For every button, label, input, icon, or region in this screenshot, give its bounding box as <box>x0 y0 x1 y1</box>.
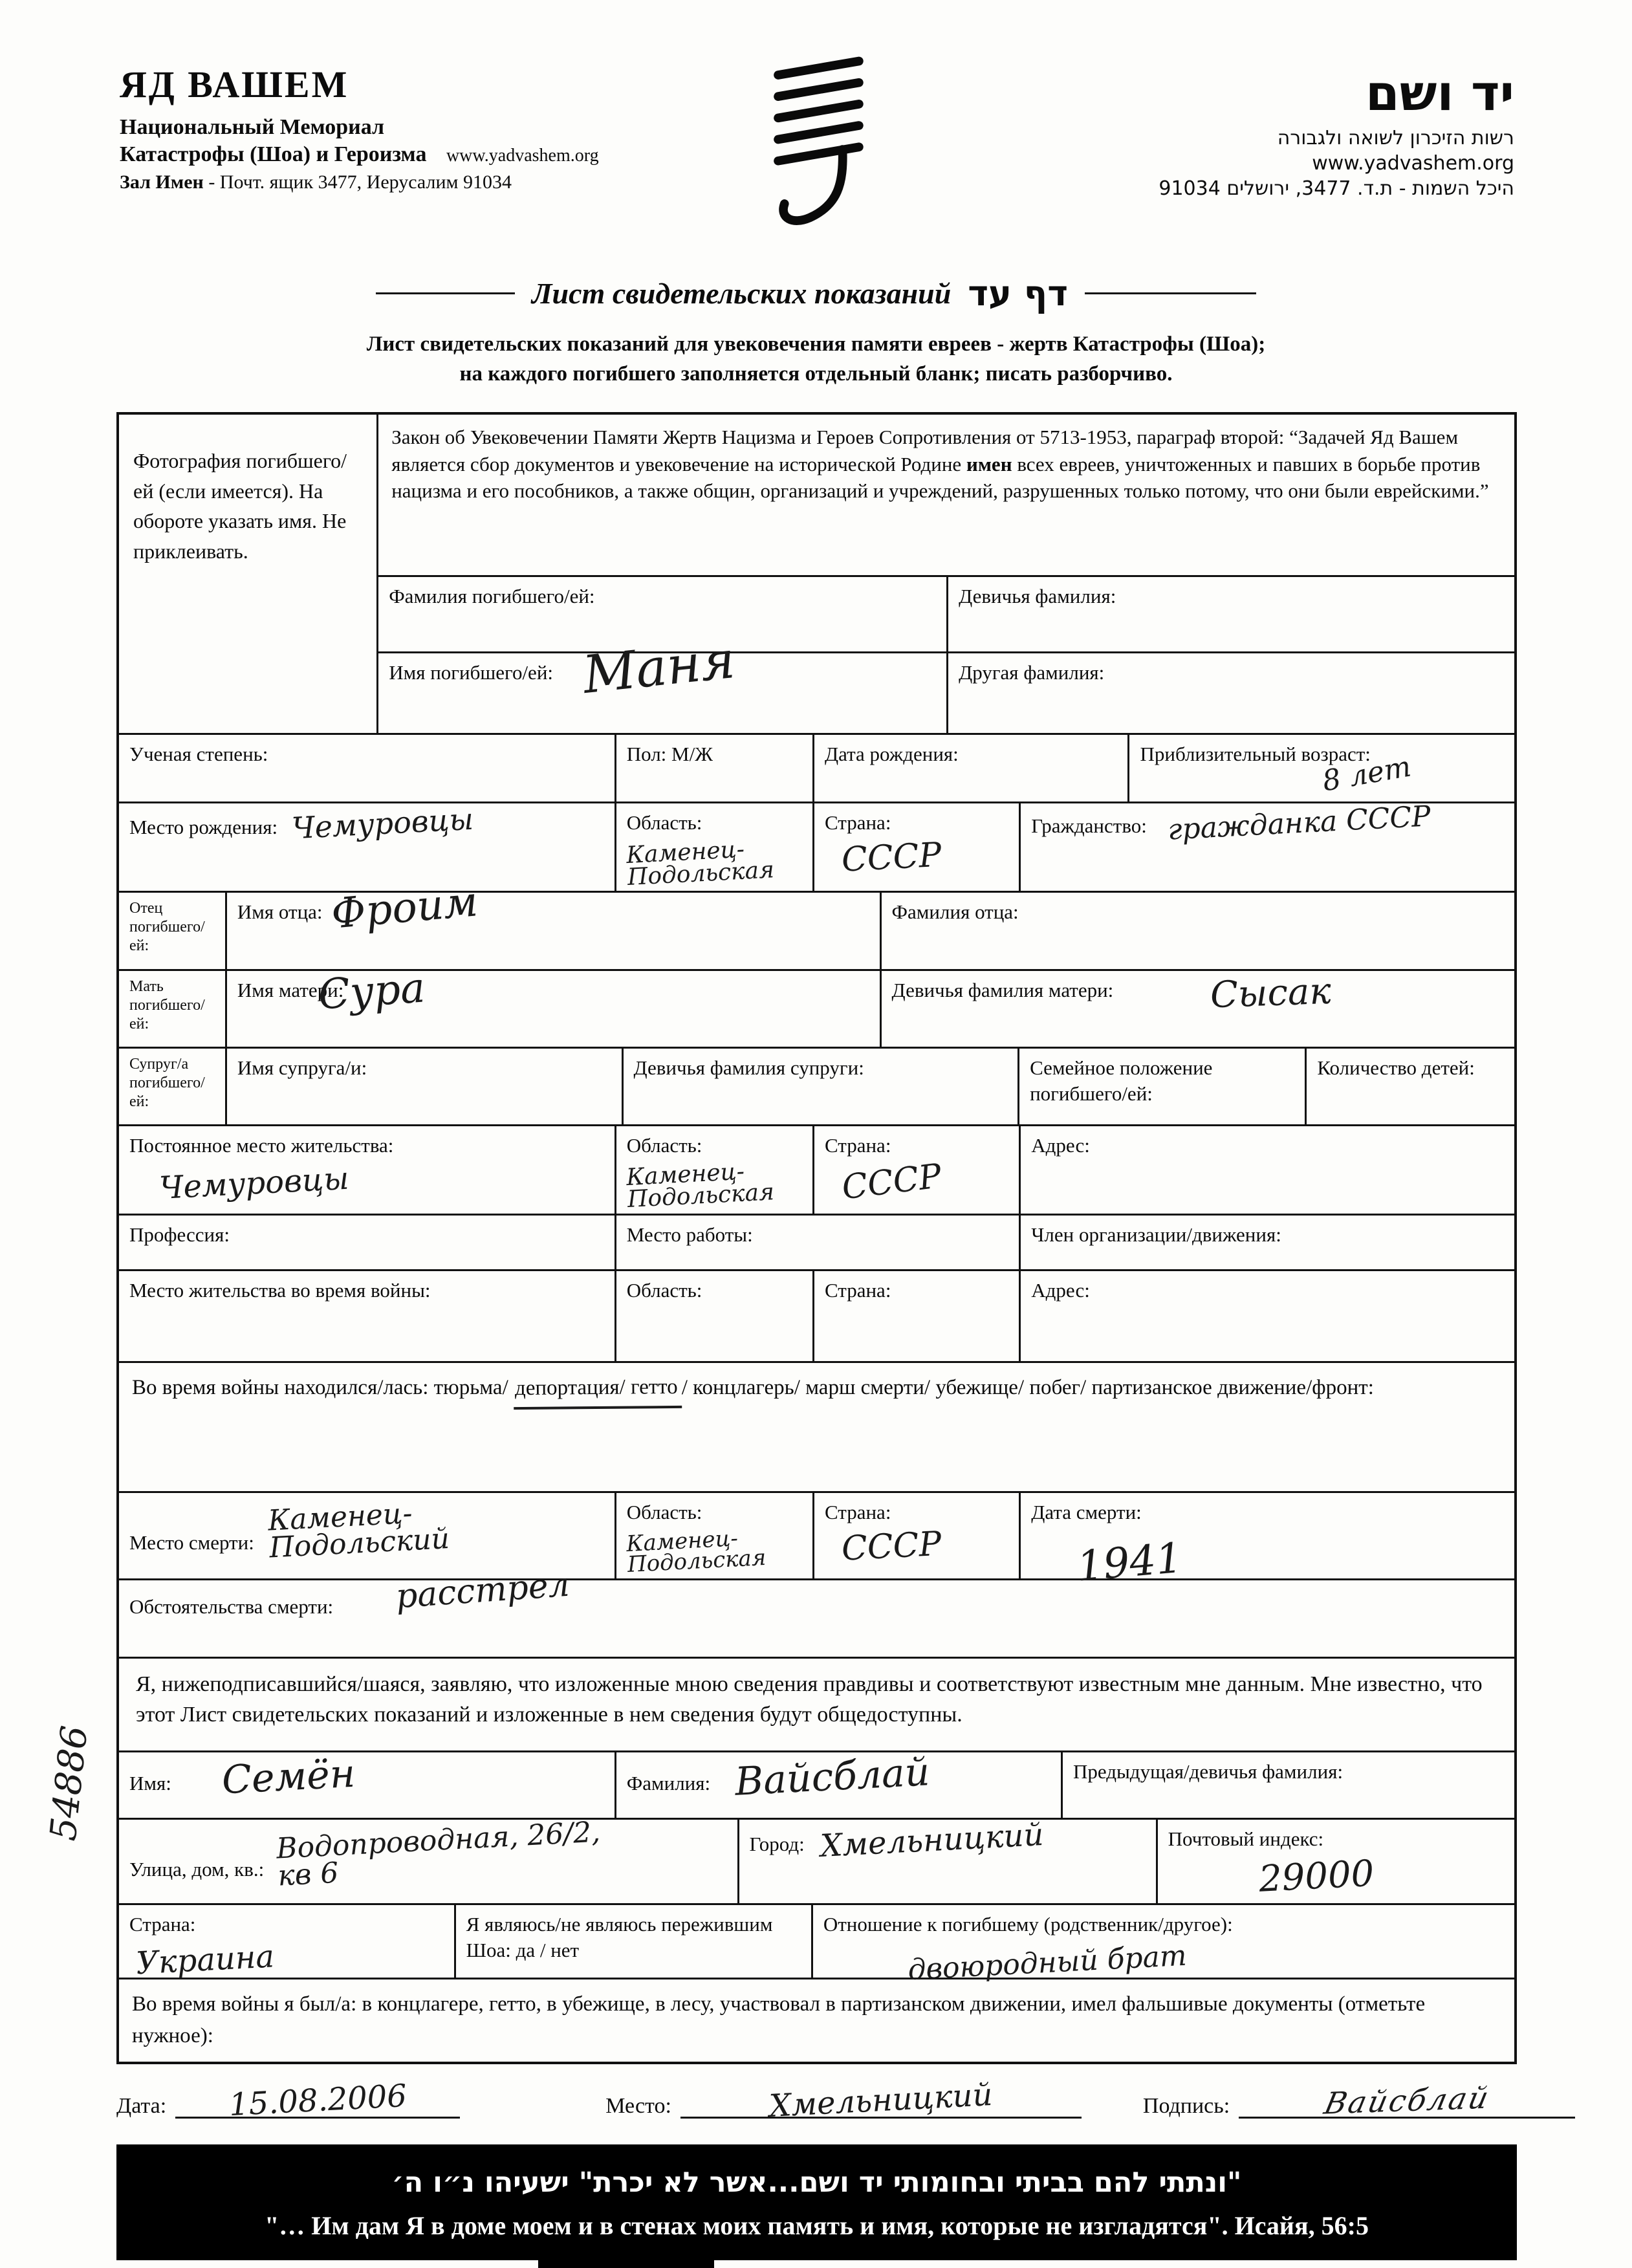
field-survivor-status <box>454 1905 811 1978</box>
field-submitter-surname-label: Фамилия: <box>626 1771 711 1794</box>
field-mother-name <box>225 964 880 1047</box>
field-city-label: Город: <box>749 1832 805 1855</box>
archive-number: 54886 <box>42 1723 96 1843</box>
field-war-residence <box>119 1271 615 1361</box>
field-residence-country <box>812 1126 1019 1214</box>
photo-instructions-text: Фотография погибшего/ей (если имеется). На обороте указать имя. Не приклеивать. <box>133 449 347 563</box>
form-title-russian: Лист свидетельских показаний <box>531 277 952 310</box>
org-subline1: Национальный Мемориал <box>120 114 385 139</box>
row-degree <box>119 733 1514 801</box>
place-value: Хмельницкий <box>768 2076 994 2124</box>
field-submitter-previous-surname-label: Предыдущая/девичья фамилия: <box>1072 1760 1344 1783</box>
row-residence <box>119 1124 1514 1214</box>
field-birthplace <box>119 803 615 891</box>
field-maiden-name-label: Девичья фамилия: <box>959 585 1116 608</box>
field-death-region-label: Область: <box>626 1500 702 1523</box>
signature-label: Подпись: <box>1142 2093 1230 2118</box>
org-block-russian <box>120 61 624 194</box>
signature-row <box>116 2076 1516 2124</box>
field-war-status-marked: депортация/ гетто <box>514 1371 682 1410</box>
field-degree <box>119 735 615 801</box>
org-hall-of-names: Зал Имен <box>120 171 204 193</box>
org-address-russian: - Почт. ящик 3477, Иерусалим 91034 <box>203 171 512 193</box>
field-father-name-label: Имя отца: <box>237 900 323 924</box>
field-death-date-value: 1941 <box>1075 1534 1184 1591</box>
field-mother-maiden-label: Девичья фамилия матери: <box>891 979 1114 1002</box>
row-death-circumstances <box>119 1565 1514 1657</box>
org-address-hebrew: היכל השמות - ת.ד. 3477, ירושלים 91034 <box>1159 177 1514 200</box>
form-subtitle <box>0 329 1632 389</box>
field-war-country-label: Страна: <box>825 1278 891 1302</box>
field-zip-label: Почтовый индекс: <box>1168 1827 1324 1850</box>
field-degree-label: Ученая степень: <box>129 743 268 766</box>
field-father-surname-label: Фамилия отца: <box>891 900 1019 924</box>
field-city <box>737 1816 1156 1903</box>
row-father <box>119 878 1514 969</box>
field-war-experience-label: Во время войны я был/а: в концлагере, гетто, в убежище, в лесу, участвовал в партизанском движении, имел фальшивые документы (отметьте нужное): <box>132 1992 1426 2048</box>
field-citizenship-value: гражданка СССР <box>1166 800 1431 847</box>
field-submitter-surname-value: Вайсблай <box>734 1749 931 1805</box>
photo-instructions-cell <box>119 415 378 733</box>
field-other-surname <box>946 653 1514 733</box>
field-death-circumstances <box>119 1565 1514 1657</box>
row-birthplace <box>119 801 1514 891</box>
field-residence-region <box>615 1126 812 1214</box>
row-war-residence <box>119 1269 1514 1361</box>
field-death-circumstances-value: расстрел <box>394 1565 571 1617</box>
field-father-name <box>225 878 880 969</box>
field-birthplace-value: Чемуровцы <box>290 801 475 846</box>
field-war-region <box>615 1271 812 1361</box>
row-address <box>119 1815 1514 1903</box>
yad-vashem-logo <box>748 49 887 260</box>
field-submitter-country-value: Украина <box>135 1938 276 1982</box>
signature-line <box>1239 2079 1575 2121</box>
title-rule-left <box>376 292 515 294</box>
form-subtitle-line2: на каждого погибшего заполняется отдельный бланк; писать разборчиво. <box>459 362 1173 386</box>
field-mother-maiden <box>880 971 1514 1047</box>
field-children-count <box>1305 1049 1514 1124</box>
field-birth-region <box>615 803 812 891</box>
field-submitter-name-label: Имя: <box>129 1771 171 1794</box>
field-death-circumstances-label: Обстоятельства смерти: <box>129 1595 334 1618</box>
field-mother-side <box>119 971 225 1047</box>
field-birthdate <box>812 735 1127 801</box>
field-war-status <box>119 1363 1514 1491</box>
field-birthplace-label: Место рождения: <box>129 816 278 839</box>
declaration-cell <box>119 1659 1514 1750</box>
org-url-russian: www.yadvashem.org <box>446 146 599 166</box>
row-mother <box>119 964 1514 1047</box>
field-marital-status <box>1017 1049 1305 1124</box>
field-death-country-label: Страна: <box>825 1500 891 1523</box>
field-birth-country-label: Страна: <box>825 811 891 834</box>
top-right-block <box>378 415 1514 733</box>
field-war-address-label: Адрес: <box>1031 1278 1090 1302</box>
field-age-value: 8 лет <box>1320 750 1413 798</box>
form-title-row <box>0 273 1632 314</box>
field-death-country-value: СССР <box>840 1524 942 1569</box>
quote-bar <box>116 2144 1517 2260</box>
field-birthdate-label: Дата рождения: <box>825 743 959 766</box>
field-death-place-value: Каменец-Подольский <box>267 1496 450 1565</box>
field-spouse-maiden-label: Девичья фамилия супруги: <box>633 1056 864 1080</box>
field-zip <box>1156 1820 1514 1903</box>
row-spouse <box>119 1047 1514 1124</box>
field-citizenship-label: Гражданство: <box>1031 814 1147 838</box>
field-birth-country-value: СССР <box>840 835 942 880</box>
field-maiden-name <box>946 577 1514 651</box>
field-mother-name-label: Имя матери: <box>237 979 344 1002</box>
field-organization-label: Член организации/движения: <box>1031 1223 1281 1246</box>
field-war-country <box>812 1271 1019 1361</box>
row-profession <box>119 1214 1514 1269</box>
field-mother-side-label: Мать погибшего/ей: <box>129 978 205 1032</box>
date-label: Дата: <box>116 2093 167 2118</box>
field-age <box>1127 735 1514 801</box>
header <box>0 0 1632 260</box>
field-father-surname <box>880 893 1514 969</box>
field-residence-value: Чемуровцы <box>158 1161 350 1207</box>
quote-hebrew: "ונתתי להם בביתי ובחומותי יד ושם...אשר לא יכרת" ישעיהו נ״ו ה׳ <box>391 2166 1242 2199</box>
field-death-region <box>615 1493 812 1578</box>
field-sex-label: Пол: М/Ж <box>626 743 713 766</box>
row-law <box>378 415 1514 575</box>
field-relation-label: Отношение к погибшему (родственник/другое): <box>823 1912 1233 1935</box>
field-street-value: Водопроводная, 26/2, кв 6 <box>275 1815 602 1893</box>
title-rule-right <box>1085 292 1256 294</box>
org-block-hebrew <box>1010 61 1514 201</box>
field-residence-country-label: Страна: <box>825 1134 891 1157</box>
field-submitter-previous-surname <box>1061 1752 1514 1818</box>
field-submitter-country-label: Страна: <box>129 1912 196 1935</box>
row-submitter-country <box>119 1903 1514 1987</box>
field-birth-region-label: Область: <box>626 811 702 834</box>
place-line <box>680 2076 1082 2124</box>
scan-artifact-bar <box>538 2251 714 2268</box>
field-spouse-side <box>119 1049 225 1124</box>
field-birth-region-value: Каменец-Подольская <box>625 836 775 891</box>
field-death-country <box>812 1493 1019 1578</box>
law-text-part1: Закон об Увековечении Памяти Жертв Нацизма и Героев Сопротивления от 5713-1953, параграф второй: “Задачей Яд Вашем является сбор документов и увековечение на исторической Родине <box>391 426 1459 475</box>
field-relation-value: двоюродный брат <box>907 1939 1188 1987</box>
field-residence-country-value: СССР <box>840 1157 944 1208</box>
field-residence <box>119 1126 615 1214</box>
field-submitter-name <box>119 1752 615 1818</box>
field-spouse-side-label: Супруг/а погибшего/ей: <box>129 1056 205 1110</box>
row-firstname <box>378 629 1514 733</box>
form-subtitle-line1: Лист свидетельских показаний для увековечения памяти евреев - жертв Катастрофы (Шоа); <box>366 333 1266 356</box>
field-submitter-country <box>119 1905 454 1982</box>
date-line <box>175 2077 460 2123</box>
law-text-part2: всех евреев, уничтоженных и павших в борьбе против нацизма и его пособников, а также общин, организаций и учреждений, разрушенных только потому, что они были еврейскими.” <box>391 452 1489 503</box>
field-mother-name-value: Сура <box>316 964 427 1020</box>
field-marital-status-label: Семейное положение погибшего/ей: <box>1030 1056 1213 1106</box>
field-age-label: Приблизительный возраст: <box>1140 743 1371 766</box>
field-residence-address <box>1019 1126 1514 1214</box>
row-surname <box>378 575 1514 651</box>
field-relation <box>811 1905 1514 1987</box>
form-title-hebrew: דף עד <box>968 273 1068 314</box>
row-declaration <box>119 1657 1514 1750</box>
field-birth-country <box>812 803 1019 891</box>
field-death-place <box>119 1493 615 1578</box>
field-victim-firstname <box>378 629 946 733</box>
field-workplace-label: Место работы: <box>626 1223 753 1246</box>
field-death-date <box>1019 1493 1514 1591</box>
row-submitter-name <box>119 1750 1514 1818</box>
law-text-bold: имен <box>966 452 1012 475</box>
field-war-address <box>1019 1271 1514 1361</box>
law-cell <box>378 415 1514 575</box>
field-victim-firstname-value: Маня <box>580 629 738 706</box>
org-url-hebrew: www.yadvashem.org <box>1312 151 1514 175</box>
row-war-status <box>119 1361 1514 1491</box>
quote-russian: "… Им дам Я в доме моем и в стенах моих память и имя, которые не изгладятся". Исайя, 56:5 <box>265 2210 1369 2240</box>
field-residence-address-label: Адрес: <box>1031 1134 1090 1157</box>
org-name-russian: ЯД ВАШЕМ <box>120 63 349 105</box>
field-profession-label: Профессия: <box>129 1223 230 1246</box>
field-residence-region-value: Каменец-Подольская <box>625 1158 775 1214</box>
field-war-experience <box>119 1979 1514 2062</box>
field-submitter-surname <box>615 1749 1061 1818</box>
org-subline-hebrew: רשות הזיכרון לשואה ולגבורה <box>1277 126 1514 149</box>
place-label: Место: <box>605 2093 671 2118</box>
field-profession <box>119 1216 615 1269</box>
field-residence-region-label: Область: <box>626 1134 702 1157</box>
declaration-text: Я, нижеподписавшийся/шаяся, заявляю, что изложенные мною сведения правдивы и соответствуют известным мне данным. Мне известно, что этот Лист свидетельских показаний и изложенные в нем сведения будут общедоступны. <box>136 1672 1483 1727</box>
field-mother-maiden-value: Сысак <box>1210 970 1333 1017</box>
field-workplace <box>615 1216 1019 1269</box>
field-victim-firstname-label: Имя погибшего/ей: <box>389 661 554 684</box>
field-children-count-label: Количество детей: <box>1317 1056 1475 1080</box>
field-death-date-label: Дата смерти: <box>1031 1500 1142 1523</box>
field-zip-value: 29000 <box>1257 1852 1375 1901</box>
field-other-surname-label: Другая фамилия: <box>959 661 1105 684</box>
field-war-status-pre: Во время войны находился/лась: тюрьма/ <box>132 1375 514 1399</box>
field-city-value: Хмельницкий <box>819 1816 1045 1864</box>
field-survivor-status-label: Я являюсь/не являюсь пережившим Шоа: да / нет <box>466 1912 773 1962</box>
date-value: 15.08.2006 <box>228 2077 408 2123</box>
field-father-side <box>119 893 225 969</box>
field-father-name-value: Фроим <box>329 878 480 939</box>
field-war-residence-label: Место жительства во время войны: <box>129 1278 431 1302</box>
field-submitter-name-value: Семён <box>220 1750 356 1804</box>
field-victim-surname-label: Фамилия погибшего/ей: <box>389 585 595 608</box>
field-father-side-label: Отец погибшего/ей: <box>129 900 205 954</box>
field-street-label: Улица, дом, кв.: <box>129 1857 265 1881</box>
field-war-status-post: / концлагерь/ марш смерти/ убежище/ побег/ партизанское движение/фронт: <box>681 1375 1374 1399</box>
row-top <box>119 415 1514 733</box>
field-sex <box>615 735 812 801</box>
field-street <box>119 1815 737 1903</box>
field-war-region-label: Область: <box>626 1278 702 1302</box>
field-spouse-name <box>225 1049 622 1124</box>
field-organization <box>1019 1216 1514 1269</box>
field-death-place-label: Место смерти: <box>129 1531 254 1554</box>
field-spouse-maiden <box>622 1049 1018 1124</box>
field-residence-label: Постоянное место жительства: <box>129 1134 394 1157</box>
row-war-experience <box>119 1978 1514 2062</box>
field-citizenship <box>1019 800 1514 891</box>
org-subline2: Катастрофы (Шоа) и Героизма <box>120 142 427 166</box>
testimony-form-table <box>116 412 1517 2064</box>
signature-value: Вайсблай <box>1321 2079 1494 2121</box>
org-name-hebrew: יד ושם <box>1365 64 1514 122</box>
field-spouse-name-label: Имя супруга/и: <box>237 1056 367 1080</box>
field-death-region-value: Каменец-Подольская <box>626 1525 767 1578</box>
